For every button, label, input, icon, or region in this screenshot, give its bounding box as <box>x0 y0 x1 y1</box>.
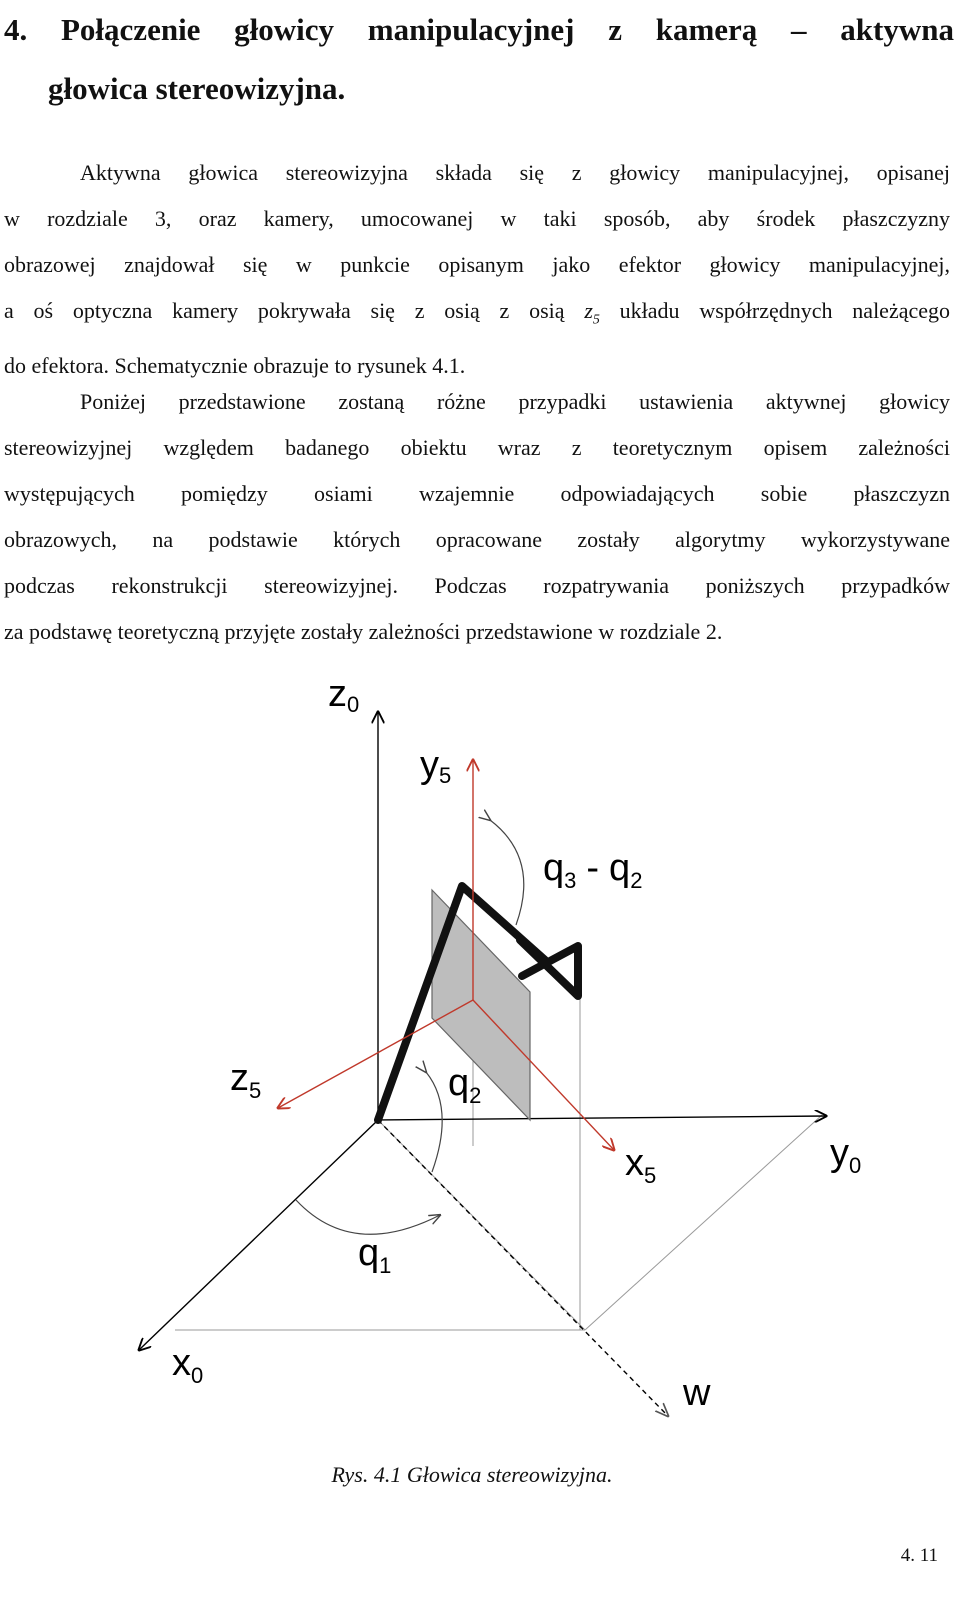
camera-mount <box>520 940 578 996</box>
paragraph-line: stereowizyjnej względem badanego obiektu wraz z teoretycznym opisem zależności <box>4 435 950 460</box>
paragraph-1 <box>4 150 950 389</box>
label-y5: y5 <box>420 744 452 788</box>
arc-q3-q2 <box>490 820 524 925</box>
x0-axis <box>139 1120 378 1350</box>
label-q3-minus-q2: $q_3 - q_2$ <box>543 847 643 893</box>
paragraph-line <box>4 288 950 343</box>
y0-axis <box>378 1116 826 1120</box>
arc-q1 <box>296 1200 440 1234</box>
paragraph-line: występujących pomiędzy osiami wzajemnie odpowiadających sobie płaszczyzn <box>4 481 950 506</box>
label-q2: $q_2$ <box>448 1062 482 1108</box>
figure-caption-text: Rys. 4.1 Głowica stereowizyjna. <box>331 1462 613 1487</box>
stereovision-head-figure <box>0 665 960 1455</box>
math-variable <box>584 298 600 328</box>
label-z5: $z_5$ <box>230 1057 262 1103</box>
paragraph-line: w rozdziale 3, oraz kamery, umocowanej w taki sposób, aby środek płaszczyzny <box>4 206 950 231</box>
paragraph-line: za podstawę teoretyczną przyjęte zostały zależności przedstawione w rozdziale 2. <box>4 619 723 644</box>
label-q1: $q_1$ <box>358 1232 392 1278</box>
paragraph-line: do efektora. Schematycznie obrazuje to rysunek 4.1. <box>4 353 466 379</box>
paragraph-line: obrazowej znajdował się w punkcie opisanym jako efektor głowicy manipulacyjnej, <box>4 252 950 277</box>
paragraph-text: a oś optyczna kamery pokrywała się z osią z osią <box>4 298 585 323</box>
math-var-letter: z <box>584 298 593 323</box>
label-x5: $x_5$ <box>625 1142 657 1188</box>
label-y0: $y_0$ <box>830 1132 862 1178</box>
guide-line <box>585 1115 822 1330</box>
label-x0: $x_0$ <box>172 1342 204 1388</box>
figure-caption <box>0 1462 960 1488</box>
paragraph-line: Aktywna głowica stereowizyjna składa się z głowicy manipulacyjnej, opisanej <box>80 160 950 185</box>
paragraph-line: obrazowych, na podstawie których opracowane zostały algorytmy wykorzystywane <box>4 527 950 552</box>
section-heading-line-2: głowica stereowizyjna. <box>48 71 346 106</box>
section-heading <box>4 0 954 118</box>
page-number: 4. 11 <box>900 1545 938 1566</box>
label-z0: z0 <box>328 673 360 717</box>
arc-q2 <box>426 1072 442 1172</box>
paragraph-2 <box>4 379 950 655</box>
section-heading-line-1: 4. Połączenie głowicy manipulacyjnej z kamerą – aktywna <box>4 12 954 47</box>
paragraph-text: układu współrzędnych należącego <box>599 298 951 323</box>
label-w: w <box>683 1372 711 1414</box>
z5-axis <box>278 1000 473 1108</box>
paragraph-line: Poniżej przedstawione zostaną różne przypadki ustawienia aktywnej głowicy <box>80 389 950 414</box>
paragraph-line: podczas rekonstrukcji stereowizyjnej. Podczas rozpatrywania poniższych przypadków <box>4 573 950 598</box>
math-var-subscript: 5 <box>592 312 600 328</box>
